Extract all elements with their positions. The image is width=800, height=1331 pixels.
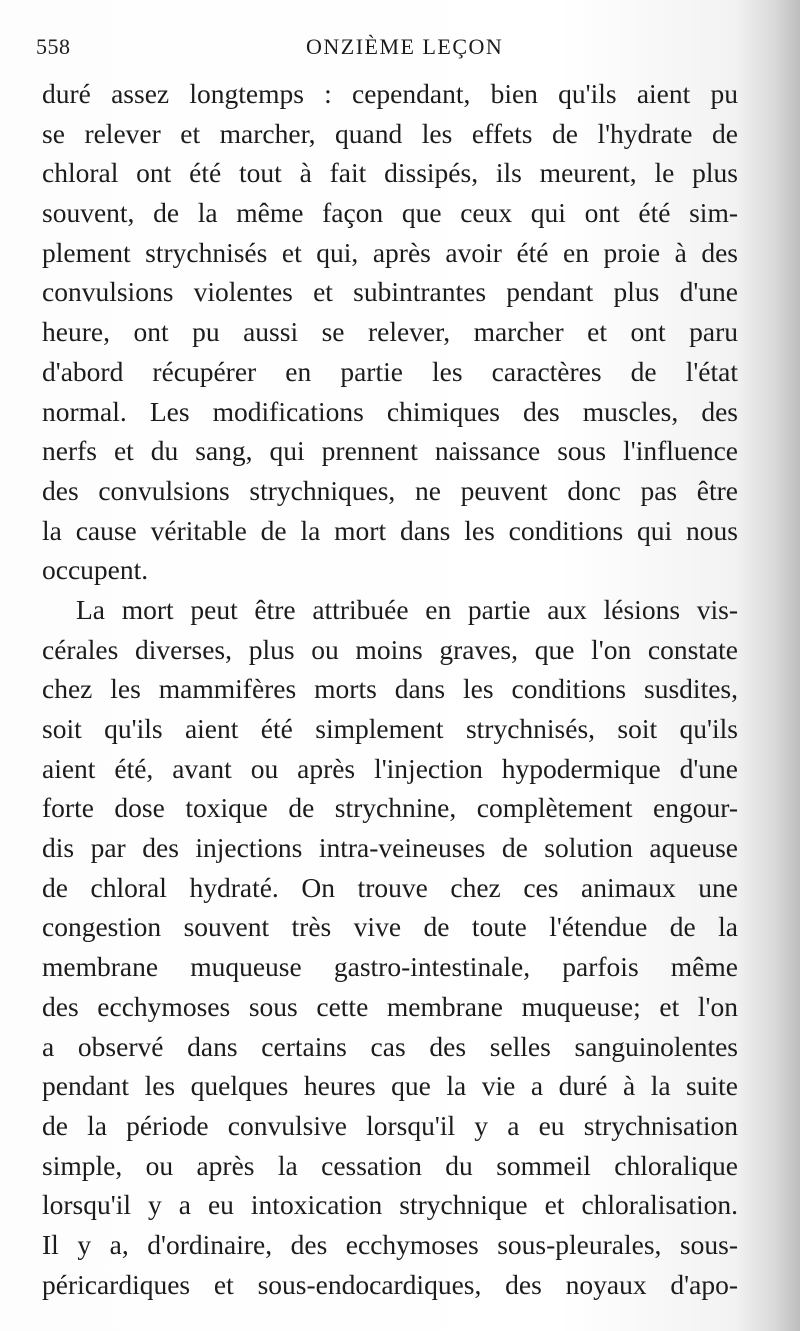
page-number: 558 <box>36 34 71 59</box>
text-line: lorsqu'il y a eu intoxication strychnique et chloralisation. <box>42 1189 738 1221</box>
text-line: normal. Les modifications chimiques des muscles, des <box>42 395 738 427</box>
text-line: chloral ont été tout à fait dissipés, ils meurent, le plus <box>42 157 738 189</box>
text-line: nerfs et du sang, qui prennent naissance sous l'influence <box>42 435 738 467</box>
text-line: forte dose toxique de strychnine, complètement engour- <box>42 792 738 824</box>
text-line: d'abord récupérer en partie les caractères de l'état <box>42 355 738 387</box>
paragraph-start-line: La mort peut être attribuée en partie aux lésions vis- <box>76 593 738 625</box>
page-header <box>36 34 736 64</box>
text-line: simple, ou après la cessation du sommeil chloralique <box>42 1149 738 1181</box>
text-line: se relever et marcher, quand les effets de l'hydrate de <box>42 117 738 149</box>
text-line: convulsions violentes et subintrantes pendant plus d'une <box>42 276 738 308</box>
text-line: dis par des injections intra-veineuses de solution aqueuse <box>42 832 738 864</box>
text-line: péricardiques et sous-endocardiques, des noyaux d'apo- <box>42 1268 738 1300</box>
text-line: soit qu'ils aient été simplement strychnisés, soit qu'ils <box>42 713 738 744</box>
text-line: de la période convulsive lorsqu'il y a eu strychnisation <box>42 1109 738 1141</box>
text-line: aient été, avant ou après l'injection hypodermique d'une <box>42 752 738 784</box>
text-line: la cause véritable de la mort dans les conditions qui nous <box>42 514 738 546</box>
text-line: duré assez longtemps : cependant, bien qu'ils aient pu <box>42 78 738 109</box>
text-line: des convulsions strychniques, ne peuvent donc pas être <box>42 474 738 506</box>
text-line: heure, ont pu aussi se relever, marcher et ont paru <box>42 316 738 348</box>
text-line: pendant les quelques heures que la vie a duré à la suite <box>42 1070 738 1102</box>
text-line: cérales diverses, plus ou moins graves, que l'on constate <box>42 633 738 665</box>
text-line: chez les mammifères morts dans les conditions susdites, <box>42 673 738 705</box>
text-line: a observé dans certains cas des selles sanguinolentes <box>42 1030 738 1062</box>
body-text <box>42 74 738 1304</box>
text-line: occupent. <box>42 554 149 586</box>
text-line: congestion souvent très vive de toute l'étendue de la <box>42 911 738 943</box>
text-line: plement strychnisés et qui, après avoir été en proie à des <box>42 236 738 268</box>
text-line: membrane muqueuse gastro-intestinale, parfois même <box>42 951 738 983</box>
text-line: souvent, de la même façon que ceux qui ont été sim- <box>42 197 738 229</box>
text-line: des ecchymoses sous cette membrane muqueuse; et l'on <box>42 990 738 1022</box>
text-line: Il y a, d'ordinaire, des ecchymoses sous-pleurales, sous- <box>42 1228 738 1260</box>
text-line: de chloral hydraté. On trouve chez ces animaux une <box>42 871 738 903</box>
running-title: ONZIÈME LEÇON <box>306 34 504 59</box>
